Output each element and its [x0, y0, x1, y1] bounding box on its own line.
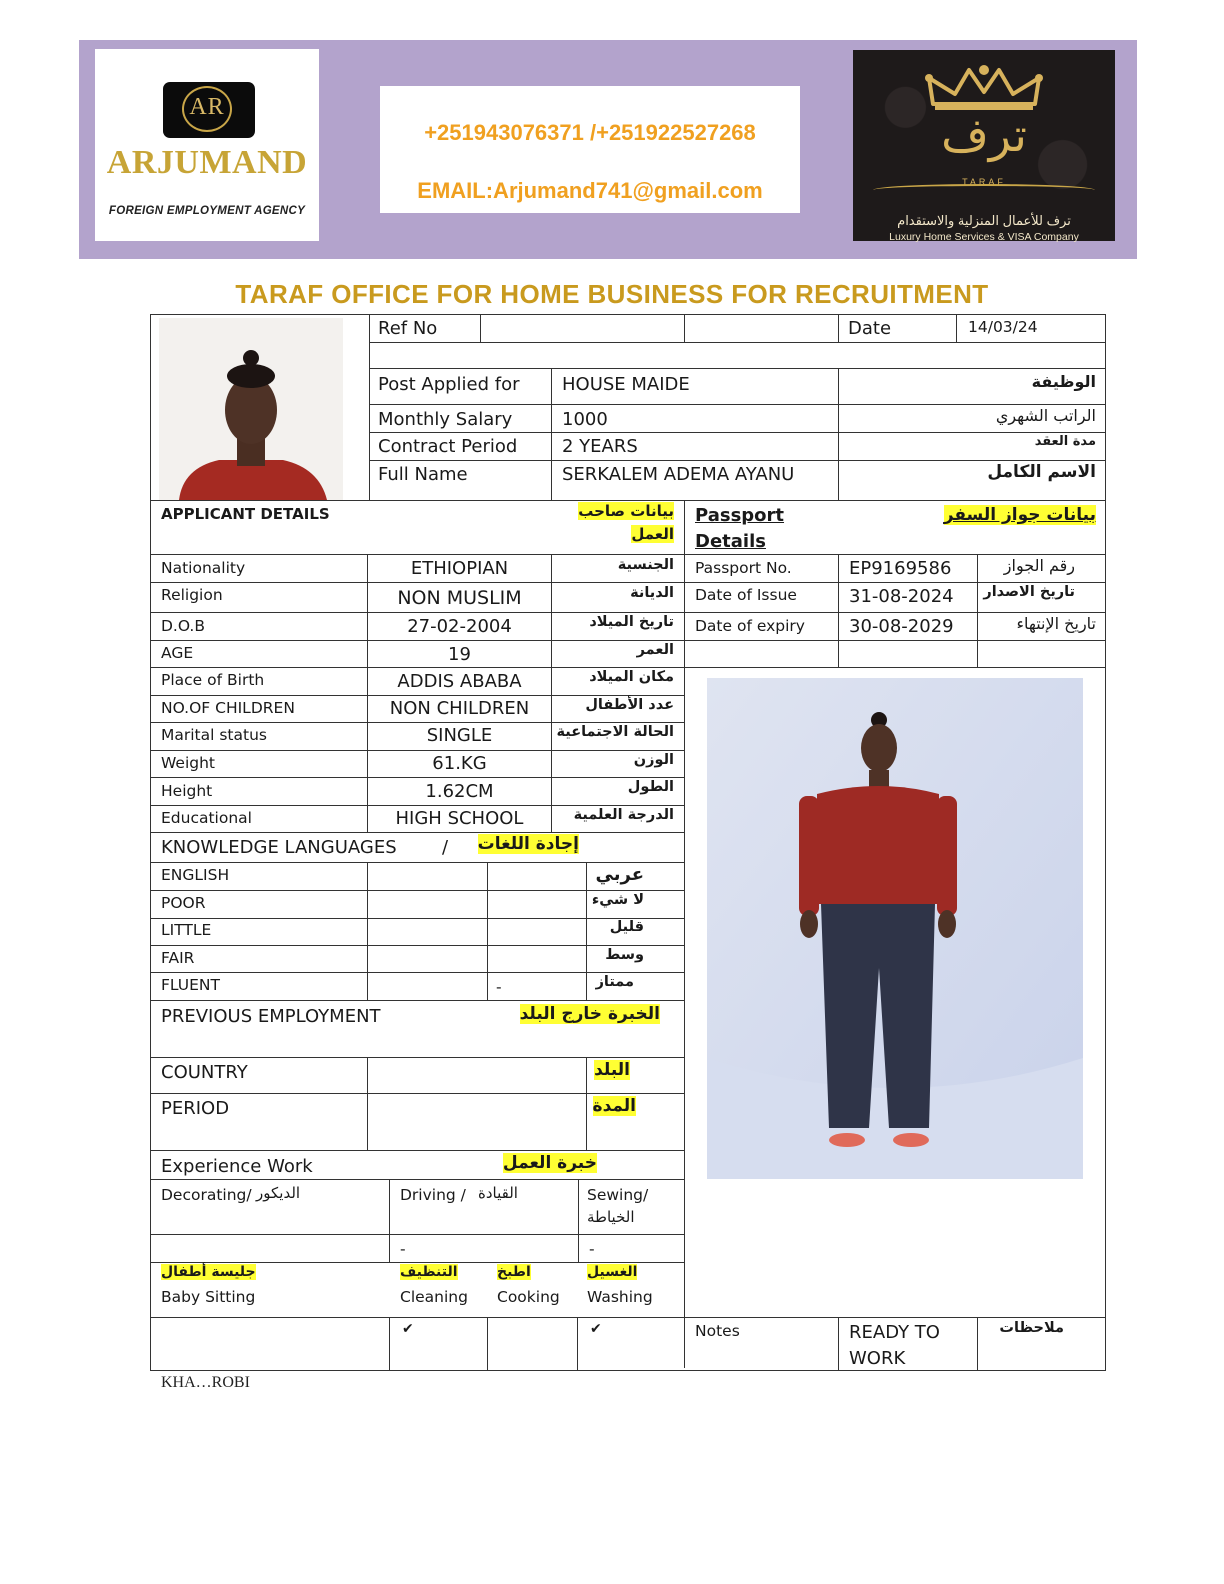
- date-of-expiry-label-ar: تاريخ الإنتهاء: [1016, 614, 1096, 633]
- experience-work-heading-ar: خبرة العمل: [502, 1153, 597, 1173]
- washing-label: Washing: [587, 1288, 653, 1306]
- lang-english-label: ENGLISH: [161, 866, 230, 884]
- passport-no-label: Passport No.: [695, 559, 792, 577]
- educational-label-ar: الدرجة العلمية: [573, 807, 674, 823]
- date-of-expiry-label: Date of expiry: [695, 617, 805, 635]
- baby-sitting-label: Baby Sitting: [161, 1288, 256, 1306]
- washing-label-ar: الغسيل: [587, 1264, 638, 1280]
- dob-value: 27-02-2004: [407, 616, 512, 637]
- footer-note: KHA…ROBI: [161, 1374, 250, 1391]
- children-value: NON CHILDREN: [389, 698, 530, 719]
- dob-label-ar: تاريخ الميلاد: [589, 614, 674, 630]
- period-label-ar: المدة: [592, 1096, 636, 1116]
- lang-fair-label-ar: وسط: [605, 947, 644, 963]
- applicant-details-heading-ar-1: بيانات صاحب: [578, 502, 674, 520]
- weight-label-ar: الوزن: [633, 752, 674, 768]
- agency-subtitle: FOREIGN EMPLOYMENT AGENCY: [108, 205, 306, 217]
- place-of-birth-label-ar: مكان الميلاد: [589, 669, 674, 685]
- marital-status-label-ar: الحالة الاجتماعية: [556, 724, 674, 740]
- lang-fluent-label: FLUENT: [161, 976, 220, 994]
- applicant-details-heading: APPLICANT DETAILS: [161, 505, 330, 523]
- country-label: COUNTRY: [161, 1062, 248, 1083]
- notes-label: Notes: [695, 1322, 740, 1340]
- contract-period-label-ar: مدة العقد: [1034, 434, 1096, 449]
- washing-check-icon: ✔: [590, 1321, 602, 1337]
- place-of-birth-label: Place of Birth: [161, 671, 265, 689]
- date-label: Date: [848, 318, 892, 339]
- partner-logo-mark: ترف: [941, 108, 1027, 162]
- date-of-expiry-value: 30-08-2029: [849, 616, 954, 637]
- lang-fluent-label-ar: ممتاز: [595, 974, 634, 990]
- driving-label: Driving /: [400, 1186, 466, 1204]
- driving-mark: -: [400, 1240, 406, 1258]
- nationality-label-ar: الجنسية: [617, 557, 674, 573]
- period-label: PERIOD: [161, 1098, 230, 1119]
- nationality-label: Nationality: [161, 559, 246, 577]
- place-of-birth-value: ADDIS ABABA: [397, 671, 522, 692]
- lang-fair-label: FAIR: [161, 949, 195, 967]
- post-applied-label: Post Applied for: [378, 374, 520, 395]
- applicant-details-heading-ar-2: العمل: [631, 525, 674, 543]
- height-value: 1.62CM: [425, 781, 494, 802]
- lang-poor-label-ar: لا شيء: [591, 892, 644, 908]
- post-applied-label-ar: الوظيفة: [1031, 372, 1096, 391]
- date-of-issue-label: Date of Issue: [695, 586, 797, 604]
- educational-label: Educational: [161, 809, 252, 827]
- agency-name: ARJUMAND: [106, 144, 308, 181]
- marital-status-value: SINGLE: [426, 725, 493, 746]
- passport-no-value: EP9169586: [849, 558, 952, 579]
- experience-work-heading: Experience Work: [161, 1156, 313, 1177]
- decorating-label-ar: الديكور: [256, 1184, 301, 1202]
- monthly-salary-value: 1000: [562, 409, 608, 430]
- agency-logo-monogram: AR: [189, 94, 225, 120]
- children-label: NO.OF CHILDREN: [161, 699, 295, 717]
- educational-value: HIGH SCHOOL: [395, 808, 524, 829]
- knowledge-languages-heading-ar: إجادة اللغات: [477, 834, 579, 854]
- notes-label-ar: ملاحظات: [999, 1320, 1064, 1336]
- contact-phone: +251943076371 /+251922527268: [424, 120, 756, 145]
- languages-slash: /: [442, 837, 449, 858]
- previous-employment-heading: PREVIOUS EMPLOYMENT: [161, 1006, 381, 1027]
- country-label-ar: البلد: [594, 1060, 630, 1080]
- lang-little-label: LITTLE: [161, 921, 212, 939]
- weight-label: Weight: [161, 754, 216, 772]
- date-of-issue-value: 31-08-2024: [849, 586, 954, 607]
- cleaning-label: Cleaning: [400, 1288, 468, 1306]
- passport-details-heading-ar: بيانات جواز السفر: [943, 505, 1096, 525]
- partner-name-ar: ترف للأعمال المنزلية والاستقدام: [897, 213, 1071, 228]
- height-label: Height: [161, 782, 213, 800]
- partner-logo-latin: TARAF: [962, 177, 1006, 187]
- religion-value: NON MUSLIM: [397, 587, 522, 609]
- passport-details-heading-2: Details: [695, 531, 766, 552]
- contract-period-value: 2 YEARS: [562, 436, 638, 457]
- lang-english-label-ar: عربي: [595, 864, 644, 885]
- cooking-label-ar: اطبخ: [497, 1264, 531, 1280]
- ref-no-label: Ref No: [378, 318, 438, 339]
- weight-value: 61.KG: [432, 753, 487, 774]
- cooking-label: Cooking: [497, 1288, 560, 1306]
- page-title: TARAF OFFICE FOR HOME BUSINESS FOR RECRUITMENT: [235, 279, 989, 309]
- contact-email: EMAIL:Arjumand741@gmail.com: [417, 178, 763, 203]
- sewing-mark: -: [589, 1240, 595, 1258]
- full-name-label-ar: الاسم الكامل: [987, 462, 1096, 482]
- partner-name-en: Luxury Home Services & VISA Company: [889, 231, 1079, 243]
- height-label-ar: الطول: [627, 779, 674, 795]
- lang-fluent-mark: -: [496, 978, 502, 996]
- sewing-label: Sewing/: [587, 1186, 649, 1204]
- monthly-salary-label: Monthly Salary: [378, 409, 513, 430]
- dob-label: D.O.B: [161, 617, 205, 635]
- previous-employment-heading-ar: الخبرة خارج البلد: [519, 1004, 660, 1024]
- age-value: 19: [448, 644, 471, 665]
- sewing-label-ar: الخياطة: [587, 1208, 635, 1226]
- age-label-ar: العمر: [636, 642, 674, 658]
- passport-no-label-ar: رقم الجواز: [1003, 556, 1075, 575]
- nationality-value: ETHIOPIAN: [410, 558, 509, 579]
- lang-poor-label: POOR: [161, 894, 206, 912]
- marital-status-label: Marital status: [161, 726, 267, 744]
- notes-value-line1: READY TO: [849, 1322, 940, 1343]
- baby-sitting-label-ar: جليسة أطفال: [161, 1264, 256, 1280]
- knowledge-languages-heading: KNOWLEDGE LANGUAGES: [161, 837, 397, 858]
- cleaning-label-ar: التنظيف: [400, 1264, 458, 1280]
- religion-label-ar: الديانة: [630, 585, 674, 601]
- full-name-label: Full Name: [378, 464, 468, 485]
- contract-period-label: Contract Period: [378, 436, 518, 457]
- decorating-label: Decorating/: [161, 1186, 252, 1204]
- age-label: AGE: [161, 644, 194, 662]
- date-value: 14/03/24: [968, 318, 1038, 336]
- driving-label-ar: القيادة: [478, 1184, 518, 1202]
- cleaning-check-icon: ✔: [402, 1321, 414, 1337]
- monthly-salary-label-ar: الراتب الشهري: [995, 406, 1096, 425]
- religion-label: Religion: [161, 586, 223, 604]
- date-of-issue-label-ar: تاريخ الاصدار: [983, 584, 1075, 600]
- children-label-ar: عدد الأطفال: [585, 697, 674, 713]
- passport-details-heading-1: Passport: [695, 505, 785, 526]
- full-name-value: SERKALEM ADEMA AYANU: [562, 464, 795, 485]
- notes-value-line2: WORK: [849, 1348, 906, 1369]
- lang-little-label-ar: قليل: [609, 919, 644, 935]
- post-applied-value: HOUSE MAIDE: [562, 374, 690, 395]
